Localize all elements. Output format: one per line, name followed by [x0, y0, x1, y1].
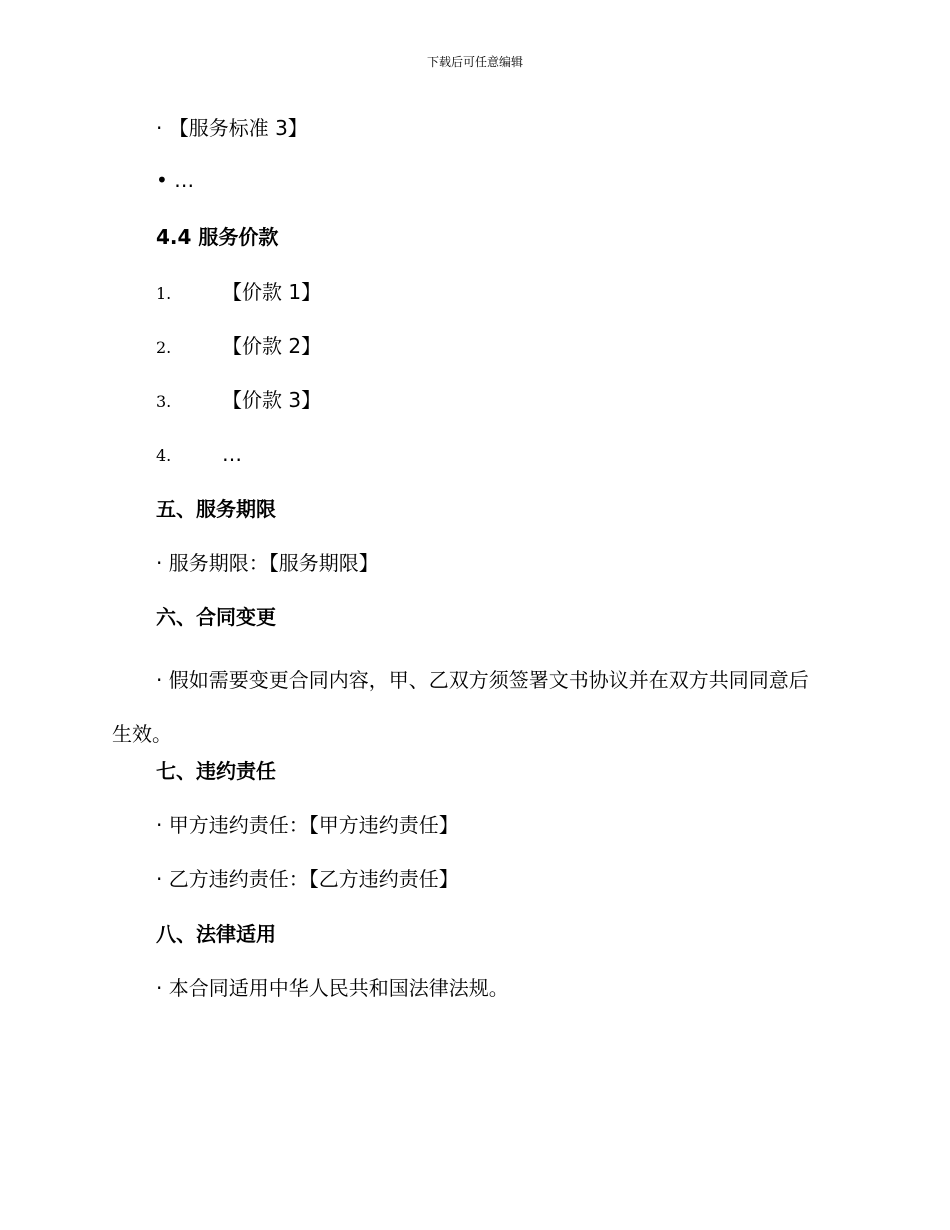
price-item-number: 1. — [156, 284, 172, 303]
price-item-1 — [156, 278, 321, 308]
heading-service-term: 五、服务期限 — [156, 497, 276, 521]
price-item-text: 【价款 3】 — [222, 388, 322, 412]
service-standard-3: · 【服务标准 3】 — [156, 116, 308, 140]
price-item-3 — [156, 386, 321, 416]
price-item-4 — [156, 440, 242, 470]
price-item-text: … — [222, 442, 242, 466]
party-a-liability: · 甲方违约责任：【甲方违约责任】 — [156, 813, 459, 837]
price-item-2 — [156, 332, 321, 362]
party-b-liability: · 乙方违约责任：【乙方违约责任】 — [156, 867, 459, 891]
price-item-text: 【价款 1】 — [222, 280, 322, 304]
price-item-text: 【价款 2】 — [222, 334, 322, 358]
heading-contract-change: 六、合同变更 — [156, 605, 276, 629]
ellipsis-bullet: • … — [156, 168, 195, 192]
applicable-law-line: · 本合同适用中华人民共和国法律法规。 — [156, 976, 509, 1000]
price-item-number: 4. — [156, 446, 172, 465]
heading-service-price: 4.4 服务价款 — [156, 225, 279, 249]
page-header: 下载后可任意编辑 — [426, 55, 523, 69]
service-term-line: · 服务期限：【服务期限】 — [156, 551, 379, 575]
price-item-number: 2. — [156, 338, 172, 357]
heading-liability: 七、违约责任 — [156, 759, 276, 783]
contract-change-paragraph: · 假如需要变更合同内容，甲、乙双方须签署文书协议并在双方共同同意后生效。 — [112, 668, 809, 746]
heading-applicable-law: 八、法律适用 — [156, 922, 276, 946]
price-item-number: 3. — [156, 392, 172, 411]
